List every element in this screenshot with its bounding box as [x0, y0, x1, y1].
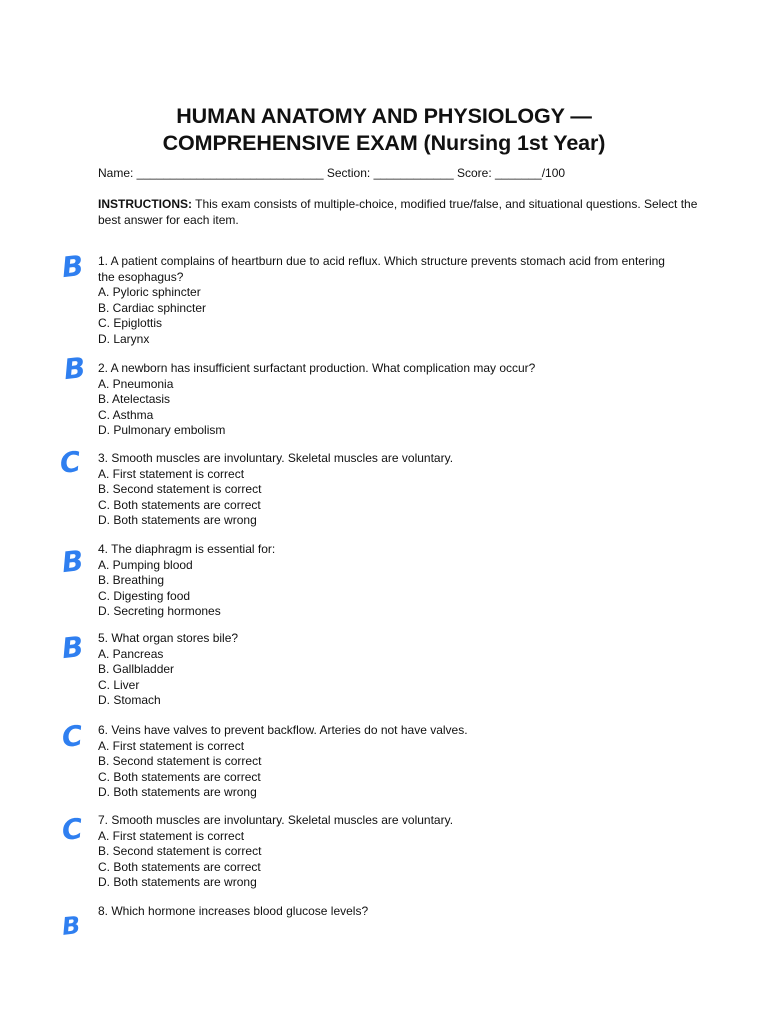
- question-item: [98, 361, 678, 439]
- answer-mark: C: [58, 445, 83, 480]
- question-option: C. Liver: [98, 677, 140, 692]
- instructions-label: INSTRUCTIONS:: [98, 197, 192, 211]
- answer-mark: B: [60, 543, 85, 580]
- question-item: [98, 542, 678, 620]
- question-option: C. Asthma: [98, 407, 154, 422]
- answer-mark: C: [60, 812, 85, 847]
- question-option: D. Secreting hormones: [98, 604, 221, 618]
- question-option: A. Pumping blood: [98, 557, 193, 572]
- question-option: C. Both statements are correct: [98, 497, 261, 512]
- question-option: B. Second statement is correct: [98, 754, 262, 768]
- question-option: B. Atelectasis: [98, 392, 171, 406]
- question-item: [98, 723, 678, 801]
- question-stem: 7. Smooth muscles are involuntary. Skeletal muscles are voluntary.: [98, 813, 454, 827]
- question-stem: 8. Which hormone increases blood glucose levels?: [98, 904, 369, 918]
- question-item: [98, 451, 678, 529]
- answer-mark: B: [60, 629, 85, 666]
- question-stem: 2. A newborn has insufficient surfactant production. What complication may occur?: [98, 361, 536, 375]
- question-option: D. Both statements are wrong: [98, 785, 257, 799]
- question-item: [98, 254, 678, 347]
- question-option: D. Both statements are wrong: [98, 875, 257, 889]
- question-option: B. Second statement is correct: [98, 482, 262, 496]
- question-option: C. Epiglottis: [98, 316, 163, 330]
- question-stem: 5. What organ stores bile?: [98, 631, 239, 645]
- question-option: D. Larynx: [98, 331, 150, 346]
- exam-title-line-2: COMPREHENSIVE EXAM (Nursing 1st Year): [162, 131, 606, 155]
- answer-mark: C: [60, 719, 85, 754]
- question-option: B. Gallbladder: [98, 662, 175, 676]
- question-stem: 3. Smooth muscles are involuntary. Skeletal muscles are voluntary.: [98, 451, 454, 465]
- question-option: A. Pneumonia: [98, 376, 174, 391]
- question-option: A. Pancreas: [98, 646, 164, 661]
- question-option: A. First statement is correct: [98, 738, 245, 753]
- student-info-line: Name: ____________________________ Section: ____________ Score: _______/100: [98, 166, 566, 180]
- question-item: [98, 813, 678, 891]
- question-stem: 1. A patient complains of heartburn due to acid reflux. Which structure prevents stomach acid from entering the esophagus?: [98, 254, 665, 284]
- question-option: C. Digesting food: [98, 588, 191, 603]
- question-option: A. First statement is correct: [98, 466, 245, 481]
- question-option: D. Pulmonary embolism: [98, 423, 226, 437]
- question-option: C. Both statements are correct: [98, 859, 261, 874]
- exam-title: [60, 103, 708, 157]
- question-option: D. Both statements are wrong: [98, 513, 257, 527]
- instructions-text: This exam consists of multiple-choice, modified true/false, and situational questions. Select the best answer for each item.: [98, 197, 698, 227]
- question-option: B. Second statement is correct: [98, 844, 262, 858]
- instructions: [98, 197, 698, 228]
- question-option: A. Pyloric sphincter: [98, 285, 201, 299]
- question-item: [98, 904, 678, 920]
- answer-mark: B: [60, 911, 82, 941]
- question-option: B. Breathing: [98, 573, 165, 587]
- question-stem: 4. The diaphragm is essential for:: [98, 542, 276, 556]
- question-item: [98, 631, 678, 709]
- question-option: C. Both statements are correct: [98, 769, 261, 784]
- exam-title-line-1: HUMAN ANATOMY AND PHYSIOLOGY —: [176, 104, 592, 128]
- answer-mark: B: [62, 350, 87, 387]
- question-option: B. Cardiac sphincter: [98, 300, 207, 315]
- answer-mark: B: [60, 248, 85, 285]
- question-option: D. Stomach: [98, 693, 161, 707]
- question-option: A. First statement is correct: [98, 828, 245, 843]
- question-stem: 6. Veins have valves to prevent backflow. Arteries do not have valves.: [98, 723, 468, 737]
